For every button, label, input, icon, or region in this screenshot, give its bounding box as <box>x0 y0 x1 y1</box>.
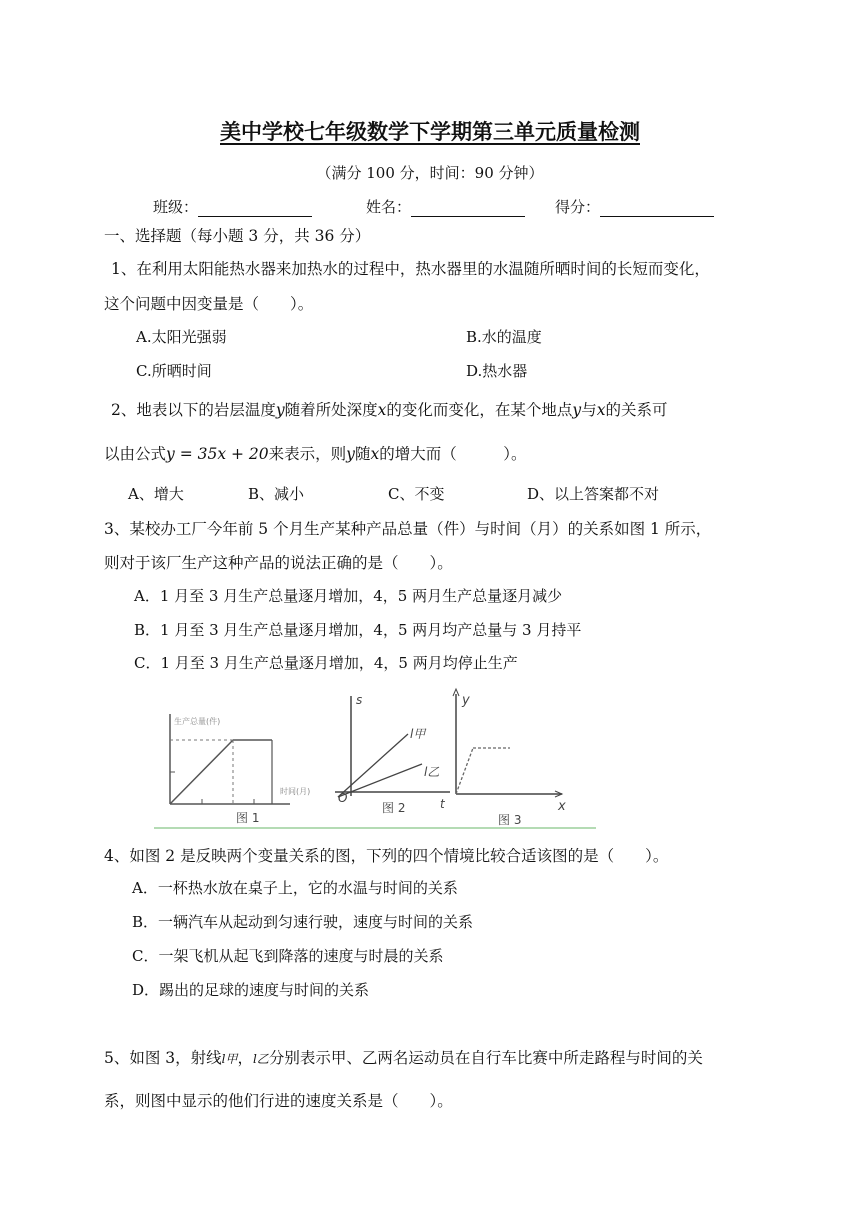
figures-strip <box>150 684 600 834</box>
q3-option-a: A．1 月至 3 月生产总量逐月增加，4，5 两月生产总量逐月减少 <box>134 587 563 605</box>
q5-ray-1: l甲 <box>221 1052 238 1066</box>
q4-option-d: D．踢出的足球的速度与时间的关系 <box>132 981 370 999</box>
q2-var: y <box>346 445 355 463</box>
q2-option-c: C、不变 <box>388 485 445 503</box>
q2-option-d: D、以上答案都不对 <box>527 485 660 503</box>
section-heading: 一、选择题（每小题 3 分，共 36 分） <box>104 227 371 245</box>
name-blank <box>411 200 525 217</box>
q4-option-a: A．一杯热水放在桌子上，它的水温与时间的关系 <box>132 879 458 897</box>
q5-text: ， <box>237 1049 254 1067</box>
q2-var: x <box>596 401 606 419</box>
q2-text: 以由公式 <box>104 445 167 463</box>
fig3-y: y <box>462 693 470 708</box>
fig3-caption: 图 3 <box>498 813 522 827</box>
name-label: 姓名： <box>366 198 412 216</box>
figure-1 <box>170 714 310 825</box>
page-title: 美中学校七年级数学下学期第三单元质量检测 <box>220 119 640 144</box>
q1-option-a: A.太阳光强弱 <box>136 328 227 346</box>
q3-line1: 3、某校办工厂今年前 5 个月生产某种产品总量（件）与时间（月）的关系如图 1 所示， <box>104 520 712 538</box>
q5-text: 5、如图 3，射线 <box>104 1049 222 1067</box>
fig3-x: x <box>558 799 566 814</box>
figure-2 <box>335 693 450 815</box>
q2-text: 与 <box>581 401 597 419</box>
q1-option-c: C.所晒时间 <box>136 362 212 380</box>
q3-option-b: B．1 月至 3 月生产总量逐月增加，4，5 两月均产总量与 3 月持平 <box>134 621 582 639</box>
name-field <box>366 196 525 217</box>
class-blank <box>198 200 312 217</box>
q2-text: 的变化而变化，在某个地点 <box>386 401 573 419</box>
fig1-caption: 图 1 <box>236 811 260 825</box>
q2-text: 2、地表以下的岩层温度 <box>111 401 276 419</box>
q2-text: 随 <box>354 445 371 463</box>
q1-option-d: D.热水器 <box>466 362 528 380</box>
q1-line2: 这个问题中因变量是（ ）。 <box>104 295 314 313</box>
fig2-t: t <box>440 797 445 811</box>
exam-subtitle: （满分 100 分，时间：90 分钟） <box>316 164 544 182</box>
fig1-ylabel: 生产总量(件) <box>174 717 221 726</box>
q5-text: 分别表示甲、乙两名运动员在自行车比赛中所走路程与时间的关 <box>268 1049 703 1067</box>
q1-option-b: B.水的温度 <box>466 328 542 346</box>
q1-line1: 1、在利用太阳能热水器来加热水的过程中，热水器里的水温随所晒时间的长短而变化， <box>111 260 710 278</box>
q2-line2 <box>104 442 526 464</box>
q2-option-a: A、增大 <box>128 485 184 503</box>
q3-option-c: C．1 月至 3 月生产总量逐月增加，4，5 两月均停止生产 <box>134 654 518 672</box>
fig1-xlabel: 时间(月) <box>280 787 311 796</box>
q3-line2: 则对于该厂生产这种产品的说法正确的是（ ）。 <box>104 554 453 572</box>
q5-line1 <box>104 1046 703 1068</box>
score-blank <box>600 200 714 217</box>
class-field <box>153 196 312 217</box>
q2-var: x <box>377 401 387 419</box>
fig2-l1: l甲 <box>410 727 426 741</box>
figure-3 <box>453 689 566 827</box>
q5-ray-2: l乙 <box>253 1052 269 1066</box>
q5-line2: 系，则图中显示的他们行进的速度关系是（ ）。 <box>104 1092 453 1110</box>
q2-option-b: B、减小 <box>248 485 305 503</box>
class-label: 班级： <box>153 198 199 216</box>
fig2-l2: l乙 <box>424 765 440 779</box>
q4-option-c: C．一架飞机从起飞到降落的速度与时晨的关系 <box>132 947 444 965</box>
q2-text: 来表示，则 <box>268 445 347 463</box>
fig2-s: s <box>356 693 363 707</box>
q2-line1 <box>111 398 667 420</box>
fig2-caption: 图 2 <box>382 801 406 815</box>
q4-option-b: B．一辆汽车从起动到匀速行驶，速度与时间的关系 <box>132 913 474 931</box>
q2-var: x <box>370 445 380 463</box>
score-field <box>555 196 714 217</box>
q2-var: y <box>275 401 285 419</box>
q2-text: 的关系可 <box>605 401 668 419</box>
score-label: 得分： <box>555 198 601 216</box>
q2-formula: y = 35x + 20 <box>166 445 269 463</box>
q2-var: y <box>572 401 582 419</box>
q2-text: 的增大而（ ）。 <box>379 445 527 463</box>
fig2-o: O <box>338 791 348 805</box>
q4-line1: 4、如图 2 是反映两个变量关系的图，下列的四个情境比较合适该图的是（ ）。 <box>104 847 669 865</box>
q2-text: 随着所处深度 <box>284 401 378 419</box>
